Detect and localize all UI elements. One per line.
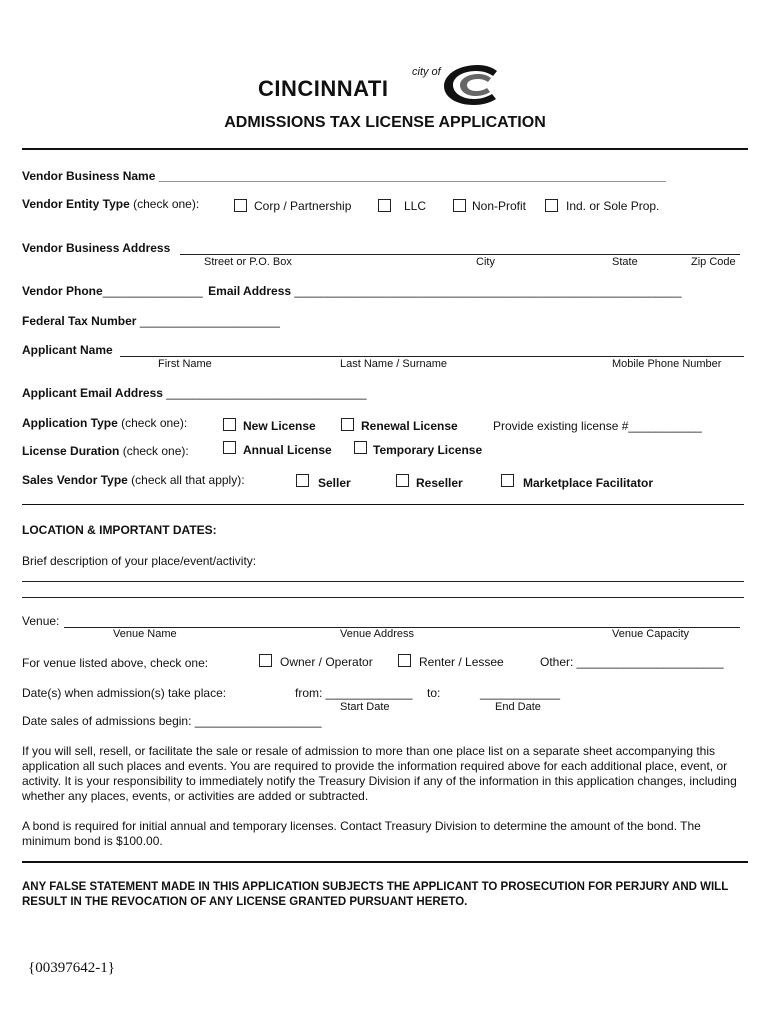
vendor-phone-label: Vendor Phone [22, 284, 103, 298]
applicant-email-field[interactable]: ______________________________ [166, 386, 367, 400]
owner-operator-label: Owner / Operator [280, 655, 373, 669]
venue-name-sublabel: Venue Name [113, 628, 177, 640]
renter-lessee-label: Renter / Lessee [419, 655, 504, 669]
document-id: {00397642-1} [28, 960, 115, 976]
vendor-phone-field[interactable]: _______________ [102, 284, 203, 298]
address-state-sublabel: State [612, 256, 638, 268]
to-label: to: [427, 686, 441, 700]
section-divider [22, 504, 744, 505]
marketplace-facilitator-checkbox[interactable] [501, 474, 514, 487]
temporary-license-checkbox[interactable] [354, 441, 367, 454]
federal-tax-field[interactable]: _____________________ [139, 314, 280, 328]
renewal-license-checkbox[interactable] [341, 418, 354, 431]
marketplace-facilitator-label: Marketplace Facilitator [523, 476, 654, 490]
annual-license-checkbox[interactable] [223, 441, 236, 454]
federal-tax-row [22, 314, 280, 328]
application-type-label-text: Application Type [22, 416, 118, 430]
page-title: ADMISSIONS TAX LICENSE APPLICATION [224, 114, 546, 131]
existing-license-field[interactable]: Provide existing license #___________ [493, 419, 702, 433]
sales-vendor-type-label [22, 473, 245, 487]
seller-checkbox[interactable] [296, 474, 309, 487]
application-type-hint: (check one): [121, 416, 188, 430]
title-divider [22, 148, 748, 150]
license-duration-hint: (check one): [122, 444, 189, 458]
applicant-email-label: Applicant Email Address [22, 386, 163, 400]
reseller-checkbox[interactable] [396, 474, 409, 487]
instructions-paragraph: If you will sell, resell, or facilitate the sale or resale of admission to more than one place list on a separate sheet accompanying this application all such places and events. You are required to provide the information required above for each additional place, event, or activity. It is your responsibility to immediately notify the Treasury Division if any of the information in this application changes, including whether any places, events, or activities are added or subtracted. [22, 744, 737, 803]
vendor-address-field[interactable] [180, 254, 740, 255]
logo-wordmark: CINCINNATI [258, 76, 389, 101]
sales-vendor-type-label-text: Sales Vendor Type [22, 473, 128, 487]
entity-type-hint: (check one): [133, 197, 200, 211]
annual-license-label: Annual License [243, 443, 332, 457]
corp-partnership-label: Corp / Partnership [254, 199, 352, 213]
renter-lessee-checkbox[interactable] [398, 654, 411, 667]
entity-type-label: Vendor Entity Type [22, 197, 130, 211]
last-name-sublabel: Last Name / Surname [340, 358, 447, 370]
non-profit-checkbox[interactable] [453, 199, 466, 212]
brief-description-label: Brief description of your place/event/activity: [22, 554, 257, 568]
first-name-sublabel: First Name [158, 358, 212, 370]
vendor-phone-row [22, 284, 682, 298]
venue-label: Venue: [22, 614, 60, 628]
applicant-name-field[interactable] [120, 356, 744, 357]
sales-begin-field[interactable]: Date sales of admissions begin: ___________________ [22, 714, 322, 728]
address-zip-sublabel: Zip Code [691, 256, 736, 268]
location-heading: LOCATION & IMPORTANT DATES: [22, 523, 217, 537]
venue-check-label: For venue listed above, check one: [22, 656, 209, 670]
vendor-address-label: Vendor Business Address [22, 241, 171, 255]
mobile-phone-sublabel: Mobile Phone Number [612, 358, 722, 370]
address-street-sublabel: Street or P.O. Box [204, 256, 292, 268]
corp-partnership-checkbox[interactable] [234, 199, 247, 212]
llc-label: LLC [404, 199, 427, 213]
application-type-label [22, 416, 187, 430]
other-field[interactable]: Other: ______________________ [540, 655, 724, 669]
logo-city-of: city of [412, 66, 441, 78]
vendor-business-name-field[interactable]: Vendor Business Name ____________________________________________________________________________ [22, 169, 666, 183]
end-date-sublabel: End Date [495, 701, 541, 713]
license-duration-label-text: License Duration [22, 444, 120, 458]
owner-operator-checkbox[interactable] [259, 654, 272, 667]
brief-description-line-1[interactable] [22, 581, 744, 582]
venue-capacity-sublabel: Venue Capacity [612, 628, 690, 640]
start-date-sublabel: Start Date [340, 701, 390, 713]
brief-description-line-2[interactable] [22, 597, 744, 598]
dates-label: Date(s) when admission(s) take place: [22, 686, 227, 700]
new-license-label: New License [243, 419, 316, 433]
venue-address-sublabel: Venue Address [340, 628, 415, 640]
sole-prop-label: Ind. or Sole Prop. [566, 199, 660, 213]
reseller-label: Reseller [416, 476, 463, 490]
from-date-field[interactable]: from: _____________ [295, 686, 413, 700]
applicant-name-label: Applicant Name [22, 343, 113, 357]
perjury-warning: ANY FALSE STATEMENT MADE IN THIS APPLICATION SUBJECTS THE APPLICANT TO PROSECUTION FOR PERJURY AND WILL RESULT IN THE REVOCATION OF ANY LICENSE GRANTED PURSUANT HERETO. [22, 881, 729, 908]
llc-checkbox[interactable] [378, 199, 391, 212]
sales-vendor-type-hint: (check all that apply): [131, 473, 245, 487]
seller-label: Seller [318, 476, 351, 490]
city-logo [258, 66, 510, 110]
license-duration-label [22, 444, 189, 458]
vendor-entity-type-label [22, 197, 199, 211]
temporary-license-label: Temporary License [373, 443, 483, 457]
bond-paragraph: A bond is required for initial annual and temporary licenses. Contact Treasury Division to determine the amount of the bond. The minimum bond is $100.00. [22, 819, 701, 848]
to-date-field[interactable]: ____________ [480, 686, 561, 700]
vendor-email-field[interactable]: __________________________________________________________ [294, 284, 682, 298]
new-license-checkbox[interactable] [223, 418, 236, 431]
non-profit-label: Non-Profit [472, 199, 527, 213]
logo-c-swoosh-icon [438, 62, 504, 108]
sole-prop-checkbox[interactable] [545, 199, 558, 212]
address-city-sublabel: City [476, 256, 495, 268]
vendor-email-label: Email Address [208, 284, 292, 298]
warning-divider [22, 861, 748, 863]
renewal-license-label: Renewal License [361, 419, 458, 433]
federal-tax-label: Federal Tax Number [22, 314, 137, 328]
applicant-email-row [22, 386, 367, 400]
